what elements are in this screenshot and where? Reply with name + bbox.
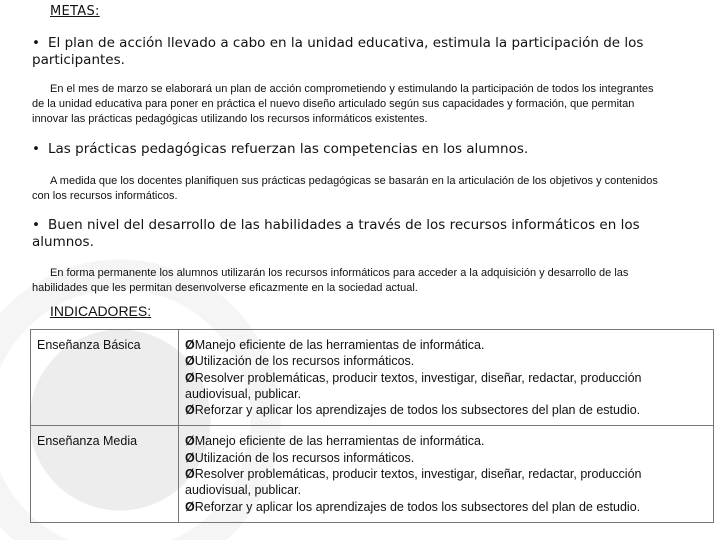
goal-heading-text: Las prácticas pedagógicas refuerzan las competencias en los alumnos. bbox=[48, 141, 529, 157]
arrow-bullet-icon: Ø bbox=[185, 467, 195, 482]
list-item: ØResolver problemáticas, producir textos, investigar, diseñar, redactar, producción audiovisual, publicar. bbox=[185, 467, 642, 498]
goal-heading-3 bbox=[32, 217, 672, 251]
indicators-table bbox=[30, 329, 714, 523]
bullet-icon: • bbox=[32, 217, 40, 233]
arrow-bullet-icon: Ø bbox=[185, 354, 195, 369]
goal-heading-1 bbox=[32, 35, 672, 69]
goal-heading-2 bbox=[32, 141, 672, 158]
goal-heading-text: El plan de acción llevado a cabo en la unidad educativa, estimula la participación de los participantes. bbox=[32, 35, 644, 68]
list-item: ØReforzar y aplicar los aprendizajes de todos los subsectores del plan de estudio. bbox=[185, 403, 641, 418]
goal-text-1: En el mes de marzo se elaborará un plan de acción comprometiendo y estimulando la participación de todos los integrantes de la unidad educativa para poner en práctica el nuevo diseño articulado según sus capacidades y formación, que permitan innovar las prácticas pedagógicas utilizando los recursos informáticos existentes. bbox=[32, 83, 654, 125]
arrow-bullet-icon: Ø bbox=[185, 338, 195, 352]
table-row bbox=[31, 330, 714, 426]
list-item: ØUtilización de los recursos informáticos. bbox=[185, 450, 415, 465]
bullet-icon: • bbox=[32, 141, 40, 157]
arrow-bullet-icon: Ø bbox=[185, 403, 195, 418]
list-item: ØManejo eficiente de las herramientas de informática. bbox=[185, 434, 485, 449]
metas-title: METAS: bbox=[50, 4, 100, 19]
goal-heading-text: Buen nivel del desarrollo de las habilidades a través de los recursos informáticos en los alumnos. bbox=[32, 217, 640, 250]
goal-text-3: En forma permanente los alumnos utilizarán los recursos informáticos para acceder a la adquisición y desarrollo de las habilidades que les permitan desenvolverse eficazmente en la sociedad actual. bbox=[32, 267, 629, 294]
bullet-icon: • bbox=[32, 35, 40, 51]
list-item: ØResolver problemáticas, producir textos, investigar, diseñar, redactar, producción audiovisual, publicar. bbox=[185, 370, 642, 401]
arrow-bullet-icon: Ø bbox=[185, 434, 195, 449]
items-cell bbox=[179, 426, 714, 522]
list-item: ØReforzar y aplicar los aprendizajes de todos los subsectores del plan de estudio. bbox=[185, 499, 641, 514]
indicadores-title: INDICADORES: bbox=[50, 303, 152, 319]
items-cell bbox=[179, 330, 714, 426]
list-item: ØUtilización de los recursos informáticos. bbox=[185, 354, 415, 369]
list-item: ØManejo eficiente de las herramientas de informática. bbox=[185, 338, 485, 352]
table-row bbox=[31, 426, 714, 522]
arrow-bullet-icon: Ø bbox=[185, 370, 195, 385]
arrow-bullet-icon: Ø bbox=[185, 499, 195, 514]
level-cell: Enseñanza Básica bbox=[31, 330, 179, 426]
goal-text-2: A medida que los docentes planifiquen sus prácticas pedagógicas se basarán en la articulación de los objetivos y contenidos con los recursos informáticos. bbox=[32, 175, 658, 202]
arrow-bullet-icon: Ø bbox=[185, 450, 195, 465]
level-cell: Enseñanza Media bbox=[31, 426, 179, 522]
